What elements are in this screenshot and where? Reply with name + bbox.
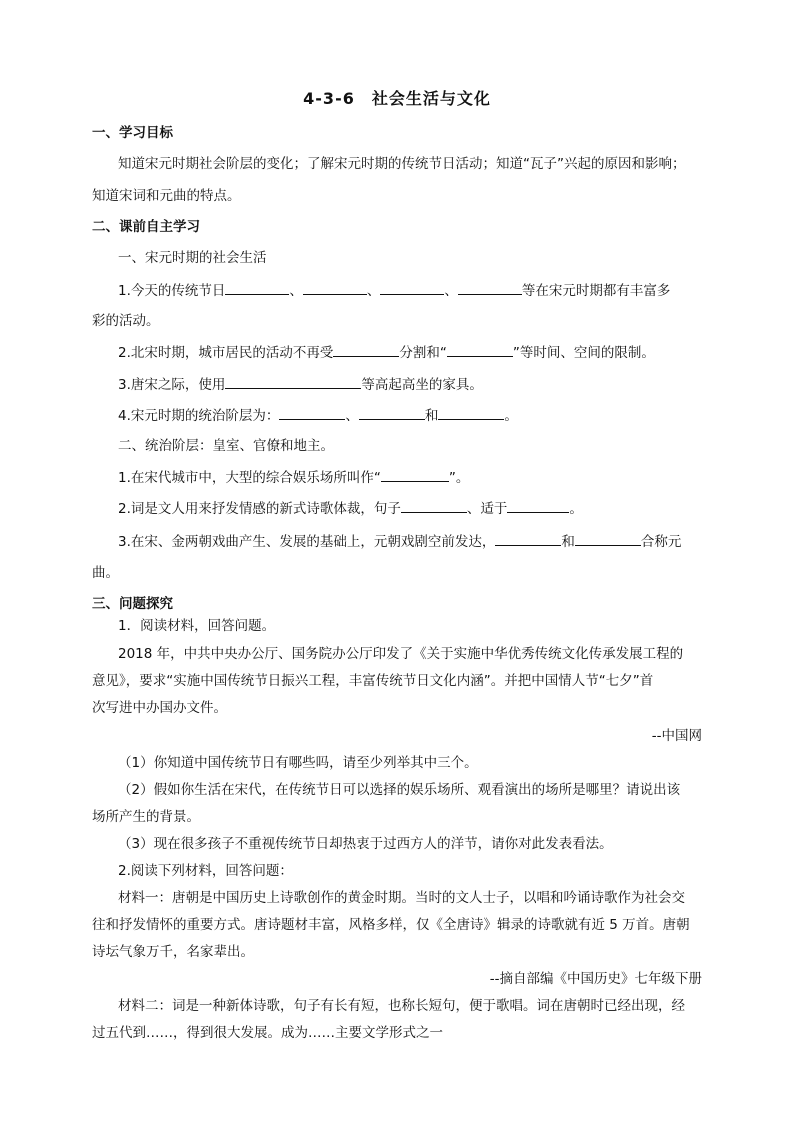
page-title: 4-3-6 社会生活与文化 bbox=[303, 89, 491, 108]
sub-question-2-line-2: 场所产生的背景。 bbox=[92, 809, 200, 825]
answer-blank[interactable] bbox=[495, 531, 561, 546]
material-a-line-3: 诗坛气象万千，名家辈出。 bbox=[92, 944, 254, 960]
section-heading-objectives: 一、学习目标 bbox=[92, 125, 173, 141]
answer-blank[interactable] bbox=[381, 467, 449, 482]
material-1-line-1: 2018 年，中共中央办公厅、国务院办公厅印发了《关于实施中华优秀传统文化传承发展工程的 bbox=[118, 646, 684, 662]
question-r3-line-1: 3.在宋、金两朝戏曲产生、发展的基础上，元朝戏剧空前发达， 和 合称元 bbox=[118, 531, 728, 552]
question-1-line-1: 1.今天的传统节日 、 、 、 等在宋元时期都有丰富多 bbox=[118, 280, 728, 301]
inquiry-question-2: 2.阅读下列材料，回答问题： bbox=[118, 863, 293, 879]
answer-blank[interactable] bbox=[401, 498, 467, 513]
answer-blank[interactable] bbox=[575, 531, 641, 546]
material-b-line-2: 过五代到……，得到很大发展。成为……主要文学形式之一 bbox=[92, 1025, 443, 1041]
objectives-text-line-2: 知道宋词和元曲的特点。 bbox=[92, 188, 241, 204]
sub-question-3: （3）现在很多孩子不重视传统节日却热衷于过西方人的洋节，请你对此发表看法。 bbox=[118, 836, 613, 852]
question-4: 4.宋元时期的统治阶层为： 、 和 。 bbox=[118, 405, 728, 426]
answer-blank[interactable] bbox=[507, 498, 569, 513]
material-a-line-2: 往和抒发情怀的重要方式。唐诗题材丰富，风格多样，仅《全唐诗》辑录的诗歌就有近 5 万首。唐朝 bbox=[92, 917, 690, 933]
section-heading-inquiry: 三、问题探究 bbox=[92, 596, 173, 612]
answer-blank[interactable] bbox=[225, 374, 361, 389]
answer-blank[interactable] bbox=[458, 280, 522, 295]
question-r1: 1.在宋代城市中，大型的综合娱乐场所叫作“ ”。 bbox=[118, 467, 728, 488]
subheading-social-life: 一、宋元时期的社会生活 bbox=[118, 250, 267, 266]
question-r3-line-2: 曲。 bbox=[92, 565, 119, 581]
sub-question-1: （1）你知道中国传统节日有哪些吗，请至少列举其中三个。 bbox=[118, 755, 478, 771]
material-1-line-2: 意见》，要求“实施中国传统节日振兴工程，丰富传统节日文化内涵”。并把中国情人节“七夕”首 bbox=[92, 673, 654, 689]
subheading-ruling-class: 二、统治阶层：皇室、官僚和地主。 bbox=[118, 438, 334, 454]
source-citation-2: --摘自部编《中国历史》七年级下册 bbox=[489, 971, 702, 987]
answer-blank[interactable] bbox=[447, 342, 513, 357]
answer-blank[interactable] bbox=[380, 280, 444, 295]
answer-blank[interactable] bbox=[333, 342, 399, 357]
material-b-line-1: 材料二：词是一种新体诗歌，句子有长有短，也称长短句，便于歌唱。词在唐朝时已经出现，经 bbox=[118, 998, 685, 1014]
answer-blank[interactable] bbox=[438, 405, 504, 420]
answer-blank[interactable] bbox=[303, 280, 367, 295]
question-2: 2.北宋时期，城市居民的活动不再受 分割和“ ”等时间、空间的限制。 bbox=[118, 342, 728, 363]
inquiry-question-1: 1．阅读材料，回答问题。 bbox=[118, 618, 276, 634]
answer-blank[interactable] bbox=[359, 405, 425, 420]
question-r2: 2.词是文人用来抒发情感的新式诗歌体裁，句子 、适于 。 bbox=[118, 498, 728, 519]
sub-question-2-line-1: （2）假如你生活在宋代，在传统节日可以选择的娱乐场所、观看演出的场所是哪里？请说出该 bbox=[118, 782, 681, 798]
source-citation-1: --中国网 bbox=[651, 728, 702, 744]
material-a-line-1: 材料一：唐朝是中国历史上诗歌创作的黄金时期。当时的文人士子，以唱和吟诵诗歌作为社会交 bbox=[118, 890, 685, 906]
question-3: 3.唐宋之际，使用 等高起高坐的家具。 bbox=[118, 374, 728, 395]
objectives-text-line-1: 知道宋元时期社会阶层的变化；了解宋元时期的传统节日活动；知道“瓦子”兴起的原因和影响； bbox=[118, 156, 686, 172]
answer-blank[interactable] bbox=[279, 405, 345, 420]
answer-blank[interactable] bbox=[225, 280, 289, 295]
section-heading-self-study: 二、课前自主学习 bbox=[92, 219, 200, 235]
material-1-line-3: 次写进中办国办文件。 bbox=[92, 700, 227, 716]
question-1-line-2: 彩的活动。 bbox=[92, 313, 160, 329]
